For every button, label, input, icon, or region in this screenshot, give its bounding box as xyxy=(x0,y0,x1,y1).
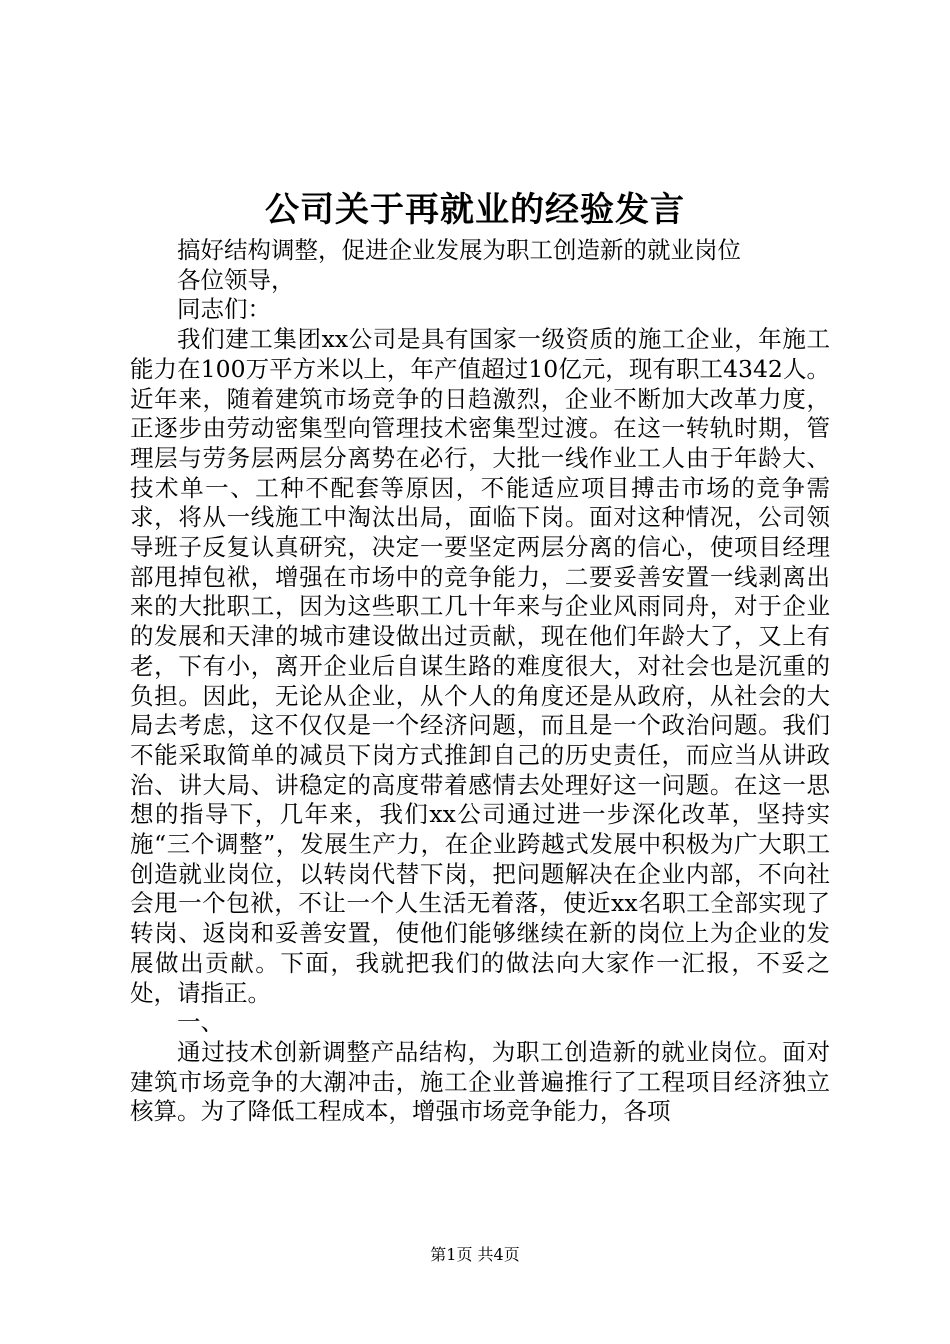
document-title: 公司关于再就业的经验发言 xyxy=(265,190,685,230)
document-body xyxy=(130,236,830,1127)
salutation-leaders: 各位领导， xyxy=(177,265,295,294)
salutation-comrades: 同志们： xyxy=(177,295,271,324)
body-paragraph: 通过技术创新调整产品结构，为职工创造新的就业岗位。面对建筑市场竞争的大潮冲击，施工企业普遍推行了工程项目经济独立核算。为了降低工程成本，增强市场竞争能力，各项 xyxy=(130,1037,830,1126)
subtitle-paragraph: 搞好结构调整，促进企业发展为职工创造新的就业岗位 xyxy=(177,236,741,264)
section-heading: 一、 xyxy=(177,1008,224,1037)
body-paragraph: 我们建工集团xx公司是具有国家一级资质的施工企业，年施工能力在100万平方米以上，年产值超过10亿元，现有职工4342人。近年来，随着建筑市场竞争的日趋激烈，企业不断加大改革力度，正逐步由劳动密集型向管理技术密集型过渡。在这一转轨时期，管理层与劳务层两层分离势在必行，大批一线作业工人由于年龄大、技术单一、工种不配套等原因，不能适应项目搏击市场的竞争需求，将从一线施工中淘汰出局，面临下岗。面对这种情况，公司领导班子反复认真研究，决定一要坚定两层分离的信心，使项目经理部甩掉包袱，增强在市场中的竞争能力，二要妥善安置一线剥离出来的大批职工，因为这些职工几十年来与企业风雨同舟，对于企业的发展和天津的城市建设做出过贡献，现在他们年龄大了，又上有老，下有小，离开企业后自谋生路的难度很大，对社会也是沉重的负担。因此，无论从企业，从个人的角度还是从政府，从社会的大局去考虑，这不仅仅是一个经济问题，而且是一个政治问题。我们不能采取简单的减员下岗方式推卸自己的历史责任，而应当从讲政治、讲大局、讲稳定的高度带着感情去处理好这一问题。在这一思想的指导下，几年来，我们xx公司通过进一步深化改革，坚持实施“三个调整”，发展生产力，在企业跨越式发展中积极为广大职工创造就业岗位，以转岗代替下岗，把问题解决在企业内部，不向社会甩一个包袱，不让一个人生活无着落，使近xx名职工全部实现了转岗、返岗和妥善安置，使他们能够继续在新的岗位上为企业的发展做出贡献。下面，我就把我们的做法向大家作一汇报，不妥之处，请指正。 xyxy=(130,325,830,1007)
page-footer: 第1页 共4页 xyxy=(430,1245,520,1264)
